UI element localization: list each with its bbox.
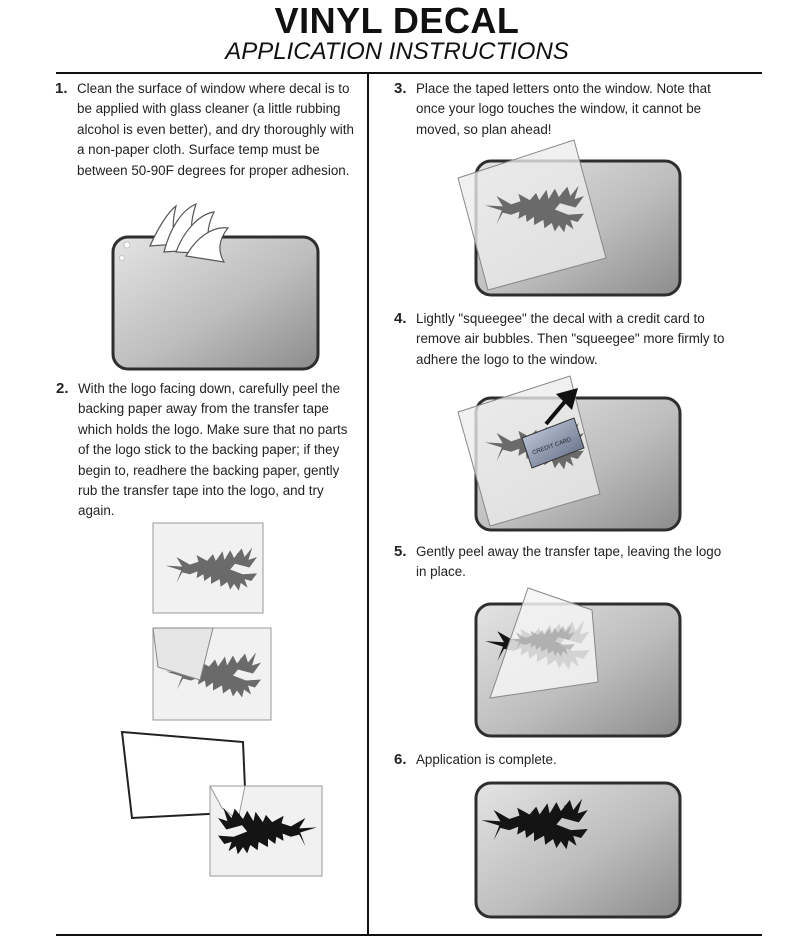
window-graphic — [476, 783, 680, 917]
step-text: Gently peel away the transfer tape, leaving the logo in place. — [416, 544, 722, 580]
step-number: 3. — [394, 80, 407, 97]
page-title: VINYL DECAL — [274, 0, 520, 41]
step-number: 5. — [394, 543, 407, 560]
decal-sheet-peeling — [153, 628, 271, 720]
step-number: 6. — [394, 751, 407, 768]
step-text: Clean the surface of window where decal is to be applied with glass cleaner (a little rubbing alcohol is even better), and dry thoroughly with a non-paper cloth. Surface temp must be between 50-90F degrees for proper adhesion. — [77, 81, 354, 178]
decal-sheet — [153, 523, 263, 613]
step-number: 2. — [56, 380, 69, 397]
credit-card-label: CREDIT CARD — [531, 436, 573, 457]
step-text: Place the taped letters onto the window. Note that once your logo touches the window, it cannot be moved, so plan ahead! — [416, 81, 711, 137]
decal-sheet-separated — [210, 786, 322, 876]
page-subtitle: APPLICATION INSTRUCTIONS — [225, 38, 569, 65]
step-number: 4. — [394, 310, 407, 327]
step-text: With the logo facing down, carefully peel the backing paper away from the transfer tape which holds the logo. Make sure that no parts of the logo stick to the backing paper; if they begin to, readhere the backing paper, gently rub the transfer tape into the logo, and try again. — [78, 381, 348, 519]
step-text: Application is complete. — [416, 752, 557, 767]
step-number: 1. — [55, 80, 68, 97]
step-text: Lightly "squeegee" the decal with a credit card to remove air bubbles. Then "squeegee" more firmly to adhere the logo to the window. — [416, 311, 725, 367]
